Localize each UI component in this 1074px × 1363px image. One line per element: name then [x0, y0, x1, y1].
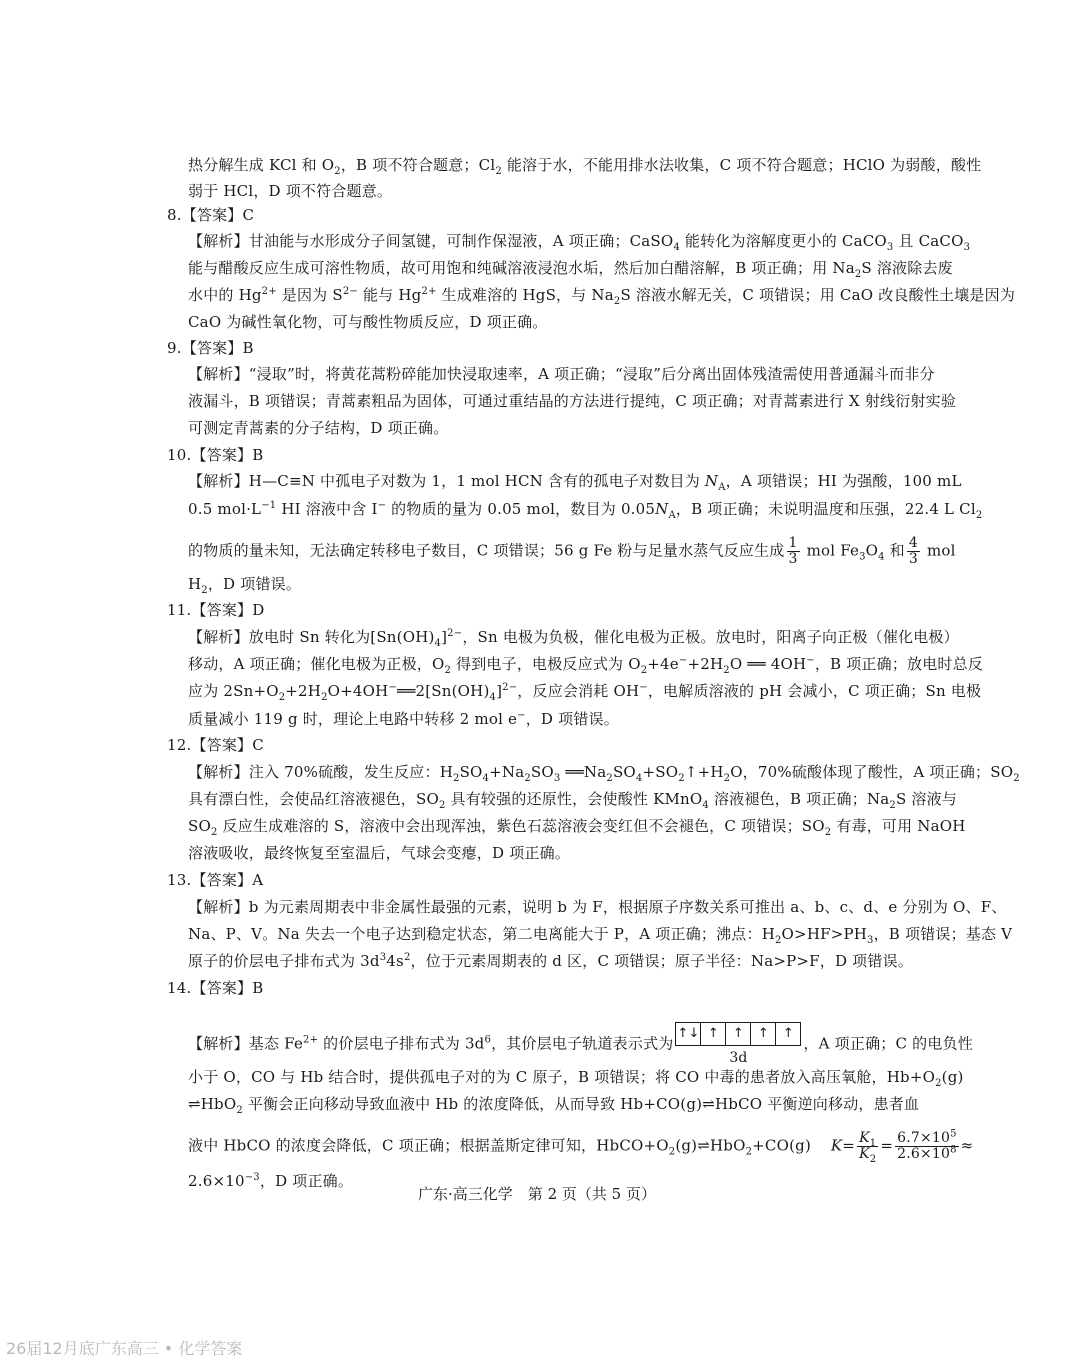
text-line: 具有漂白性，会使品红溶液褪色，$SO_2$ 具有较强的还原性，会使酸性 KMnO$_4$ 溶液褪色，B 项正确；$Na_2S$ 溶液与: [188, 790, 958, 811]
text-line: 溶液吸收，最终恢复至室温后，气球会变瘪，D 项正确。: [188, 844, 570, 862]
question-heading: 13.【答案】A: [167, 871, 264, 889]
question-heading: 10.【答案】B: [167, 446, 264, 464]
text-line: 【解析】基态 $Fe^{2+}$ 的价层电子排布式为 $3d^6$，其价层电子轨道表示式为 ↑↓ ↑ ↑ ↑ ↑ 3d ，A 项正确；C 的电负性: [188, 1022, 973, 1067]
text-line: 【解析】H—C≡N 中孤电子对数为 1，1 mol HCN 含有的孤电子对数目为 $N_A$，A 项错误；HI 为强酸，100 mL: [188, 472, 962, 493]
text-line: 的物质的量未知，无法确定转移电子数目，C 项错误；56 g Fe 粉与足量水蒸气反应生成 $\frac{1}{3}$ mol $Fe_3O_4$ 和 $\frac{4}{3}$ mol: [188, 535, 956, 567]
text-line: CaO 为碱性氧化物，可与酸性物质反应，D 项正确。: [188, 313, 548, 331]
text-line: 液漏斗，B 项错误；青蒿素粗品为固体，可通过重结晶的方法进行提纯，C 项正确；对青蒿素进行 X 射线衍射实验: [188, 392, 957, 410]
text-line: 质量减小 119 g 时，理论上电路中转移 2 mol e−，D 项错误。: [188, 710, 619, 728]
orbital-diagram: ↑↓ ↑ ↑ ↑ ↑ 3d: [675, 1022, 801, 1067]
text-line: 液中 HbCO 的浓度会降低，C 项正确；根据盖斯定律可知，$HbCO+O_2(g)\rightleftharpoons HbO_2+CO(g)$ K= $\frac{K_1}{K_2}$ = $\frac{6.7\times 10^5}{2.6\times 10^8}$ ≈: [188, 1128, 974, 1165]
question-heading: 12.【答案】C: [167, 736, 264, 754]
text-line: 可测定青蒿素的分子结构，D 项正确。: [188, 419, 449, 437]
question-heading: 14.【答案】B: [167, 979, 264, 997]
text-line: 弱于 HCl，D 项不符合题意。: [188, 182, 393, 200]
text-line: ⇌HbO$_2$ 平衡会正向移动导致血液中 Hb 的浓度降低，从而导致 Hb+CO(g)⇌HbCO 平衡逆向移动，患者血: [188, 1095, 920, 1116]
text-line: 热分解生成 KCl 和 $O_2$，B 项不符合题意；$Cl_2$ 能溶于水，不能用排水法收集，C 项不符合题意；HClO 为弱酸，酸性: [188, 156, 982, 177]
text-line: 能与醋酸反应生成可溶性物质，故可用饱和纯碱溶液浸泡水垢，然后加白醋溶解，B 项正确；用 $Na_2S$ 溶液除去废: [188, 259, 953, 280]
text-line: 小于 O，CO 与 Hb 结合时，提供孤电子对的为 C 原子，B 项错误；将 CO 中毒的患者放入高压氧舱，$Hb+O_2(g)$: [188, 1068, 964, 1089]
text-line: 【解析】放电时 Sn 转化为$[Sn(OH)_4]^{2-}$，Sn 电极为负极，催化电极为正极。放电时，阳离子向正极（催化电极）: [188, 628, 959, 649]
text-line: 移动，A 项正确；催化电极为正极，$O_2$ 得到电子，电极反应式为 $O_2+4e^-+2H_2O$ ══ 4OH−，B 项正确；放电时总反: [188, 655, 984, 676]
text-line: 【解析】“浸取”时，将黄花蒿粉碎能加快浸取速率，A 项正确；“浸取”后分离出固体残渣需使用普通漏斗而非分: [188, 365, 935, 383]
text-line: 应为 $2Sn+O_2+2H_2O+4OH^-══2[Sn(OH)_4]^{2-}$，反应会消耗 OH−，电解质溶液的 pH 会减小，C 项正确；Sn 电极: [188, 682, 982, 703]
question-heading: 8.【答案】C: [167, 206, 255, 224]
question-heading: 11.【答案】D: [167, 601, 265, 619]
text-line: 0.5 $mol\cdot L^{-1}$ HI 溶液中含 I− 的物质的量为 0.05 mol，数目为 $0.05N_A$，B 项正确；未说明温度和压强，22.4 L $Cl_2$: [188, 500, 983, 521]
text-line: Na、P、V。Na 失去一个电子达到稳定状态，第二电离能大于 P，A 项正确；沸点：$H_2O>HF>PH_3$，B 项错误；基态 V: [188, 925, 1013, 946]
watermark: 26届12月底广东高三 • 化学答案: [6, 1339, 243, 1358]
text-line: 水中的 $Hg^{2+}$ 是因为 $S^{2-}$ 能与 $Hg^{2+}$ 生成难溶的 HgS，与 $Na_2S$ 溶液水解无关，C 项错误；用 CaO 改良酸性土壤是因为: [188, 286, 1016, 307]
text-line: 【解析】甘油能与水形成分子间氢键，可制作保湿液，A 项正确；CaSO$_4$ 能转化为溶解度更小的 CaCO$_3$ 且 CaCO$_3$: [188, 232, 971, 253]
text-line: $2.6\times 10^{-3}$，D 项正确。: [188, 1172, 354, 1190]
question-heading: 9.【答案】B: [167, 339, 254, 357]
text-line: 【解析】b 为元素周期表中非金属性最强的元素，说明 b 为 F，根据原子序数关系可推出 a、b、c、d、e 分别为 O、F、: [188, 898, 1007, 916]
text-line: $SO_2$ 反应生成难溶的 S，溶液中会出现浑浊，紫色石蕊溶液会变红但不会褪色，C 项错误；$SO_2$ 有毒，可用 NaOH: [188, 817, 966, 838]
text-line: 原子的价层电子排布式为 $3d^34s^2$，位于元素周期表的 d 区，C 项错误；原子半径：Na>P>F，D 项错误。: [188, 952, 913, 970]
text-line: 【解析】注入 70%硫酸，发生反应：$H_2SO_4+Na_2SO_3$ $══Na_2SO_4+SO_2↑+H_2O$，70%硫酸体现了酸性，A 项正确；$SO_2$: [188, 763, 1020, 784]
text-line: $H_2$，D 项错误。: [188, 575, 302, 596]
page-footer: 广东·高三化学 第 2 页（共 5 页）: [418, 1185, 656, 1203]
